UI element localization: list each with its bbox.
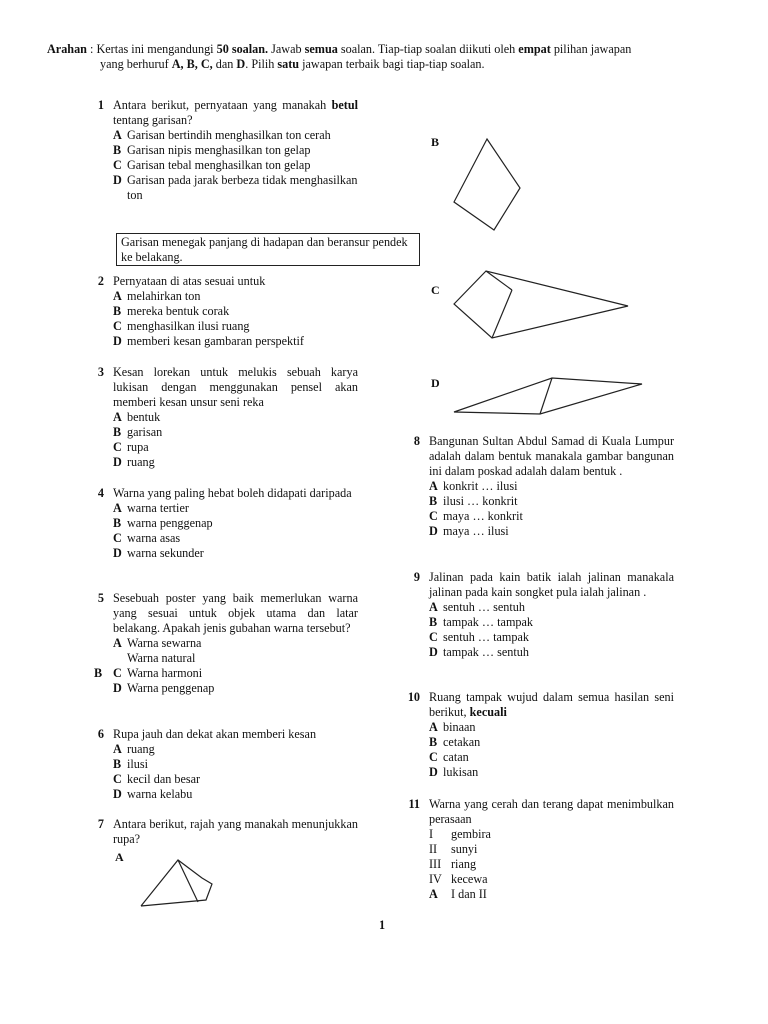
instructions	[47, 42, 737, 72]
option: B ilusi … konkrit	[429, 494, 518, 508]
option: II sunyi	[429, 842, 478, 856]
question-stem: Bangunan Sultan Abdul Samad di Kuala Lumpur adalah dalam bentuk manakala gambar bangunan ini dalam poskad adalah dalam bentuk .	[429, 434, 674, 478]
option: B warna penggenap	[113, 516, 213, 530]
figure-b-kite	[450, 136, 524, 234]
option: A binaan	[429, 720, 476, 734]
option: D lukisan	[429, 765, 479, 779]
option: B cetakan	[429, 735, 481, 749]
option: C kecil dan besar	[113, 772, 201, 786]
question-11	[406, 797, 674, 902]
question-1	[90, 98, 358, 203]
question-number: 9	[413, 570, 420, 584]
question-8	[406, 434, 674, 539]
figure-label-a: A	[115, 850, 124, 864]
option: C menghasilkan ilusi ruang	[113, 319, 250, 333]
option: C Warna harmoni	[113, 666, 203, 680]
question-stem: Antara berikut, rajah yang manakah menunjukkan rupa?	[113, 817, 358, 846]
option: D memberi kesan gambaran perspektif	[113, 334, 304, 348]
option: C Garisan tebal menghasilkan ton gelap	[113, 158, 311, 172]
option: D warna kelabu	[113, 787, 193, 801]
question-number: 6	[97, 727, 104, 741]
option: C sentuh … tampak	[429, 630, 529, 644]
option: B tampak … tampak	[429, 615, 534, 629]
instructions-line-1: Arahan : Kertas ini mengandungi 50 soalan. Jawab semua soalan. Tiap-tiap soalan diikuti oleh empat pilihan jawapan	[47, 42, 632, 56]
option: A sentuh … sentuh	[429, 600, 525, 614]
question-7	[90, 817, 358, 847]
option: IV kecewa	[429, 872, 488, 886]
option: C rupa	[113, 440, 149, 454]
instructions-line-2: yang berhuruf A, B, C, dan D. Pilih satu jawapan terbaik bagi tiap-tiap soalan.	[100, 57, 485, 71]
option: D Garisan pada jarak berbeza tidak menghasilkan ton	[113, 173, 358, 202]
option: A Garisan bertindih menghasilkan ton cerah	[113, 128, 331, 142]
question-stem: Pernyataan di atas sesuai untuk	[113, 274, 266, 288]
question-number: 10	[407, 690, 420, 704]
question-number: 7	[97, 817, 104, 831]
question-stem: Warna yang cerah dan terang dapat menimbulkan perasaan	[429, 797, 674, 826]
stray-option-letter: B	[94, 666, 103, 680]
option: D Warna penggenap	[113, 681, 215, 695]
question-4	[90, 486, 358, 561]
question-stem: Kesan lorekan untuk melukis sebuah karya lukisan dengan menggunakan pensel akan memberi kesan unsur seni reka	[113, 365, 358, 409]
figure-c-shape	[450, 268, 632, 342]
option: B Garisan nipis menghasilkan ton gelap	[113, 143, 311, 157]
option: B mereka bentuk corak	[113, 304, 230, 318]
question-5	[90, 591, 358, 696]
option: C catan	[429, 750, 469, 764]
question-9	[406, 570, 674, 660]
option: A warna tertier	[113, 501, 189, 515]
question-number: 1	[97, 98, 104, 112]
question-stem: Ruang tampak wujud dalam semua hasilan seni berikut, kecuali	[429, 690, 674, 719]
question-number: 8	[413, 434, 420, 448]
option: D tampak … sentuh	[429, 645, 529, 659]
figure-label-b: B	[431, 135, 440, 149]
option: B ilusi	[113, 757, 148, 771]
figure-d-flat-shape	[450, 374, 646, 418]
instructions-label: Arahan	[47, 42, 87, 56]
figure-label-c: C	[431, 283, 440, 297]
option: A I dan II	[429, 887, 487, 901]
figure-label-d: D	[431, 376, 440, 390]
option: I gembira	[429, 827, 491, 841]
question-3	[90, 365, 358, 470]
option: A ruang	[113, 742, 155, 756]
question-stem: Warna yang paling hebat boleh didapati daripada	[113, 486, 352, 500]
option: A melahirkan ton	[113, 289, 201, 303]
option: A Warna sewarna	[113, 636, 202, 650]
option: B garisan	[113, 425, 163, 439]
option: Warna natural	[127, 651, 196, 665]
question-number: 2	[97, 274, 104, 288]
option: A konkrit … ilusi	[429, 479, 518, 493]
question-number: 4	[97, 486, 104, 500]
option: III riang	[429, 857, 477, 871]
question-stem: Jalinan pada kain batik ialah jalinan manakala jalinan pada kain songket pula ialah jalinan .	[429, 570, 674, 599]
option: C warna asas	[113, 531, 181, 545]
question-number: 5	[97, 591, 104, 605]
figure-a-pyramid	[138, 858, 220, 908]
page-number: 1	[379, 918, 386, 932]
statement-box: Garisan menegak panjang di hadapan dan beransur pendek ke belakang.	[116, 233, 420, 266]
question-6	[90, 727, 358, 802]
question-number: 3	[97, 365, 104, 379]
question-stem: Sesebuah poster yang baik memerlukan warna yang sesuai untuk objek utama dan latar belakang. Apakah jenis gubahan warna tersebut?	[113, 591, 358, 635]
option: D ruang	[113, 455, 155, 469]
option: D warna sekunder	[113, 546, 204, 560]
option: D maya … ilusi	[429, 524, 509, 538]
question-2	[90, 274, 358, 349]
option: A bentuk	[113, 410, 161, 424]
question-stem: Antara berikut, pernyataan yang manakah betul tentang garisan?	[113, 98, 358, 127]
question-stem: Rupa jauh dan dekat akan memberi kesan	[113, 727, 317, 741]
question-number: 11	[408, 797, 420, 811]
option: C maya … konkrit	[429, 509, 523, 523]
question-10	[406, 690, 674, 780]
